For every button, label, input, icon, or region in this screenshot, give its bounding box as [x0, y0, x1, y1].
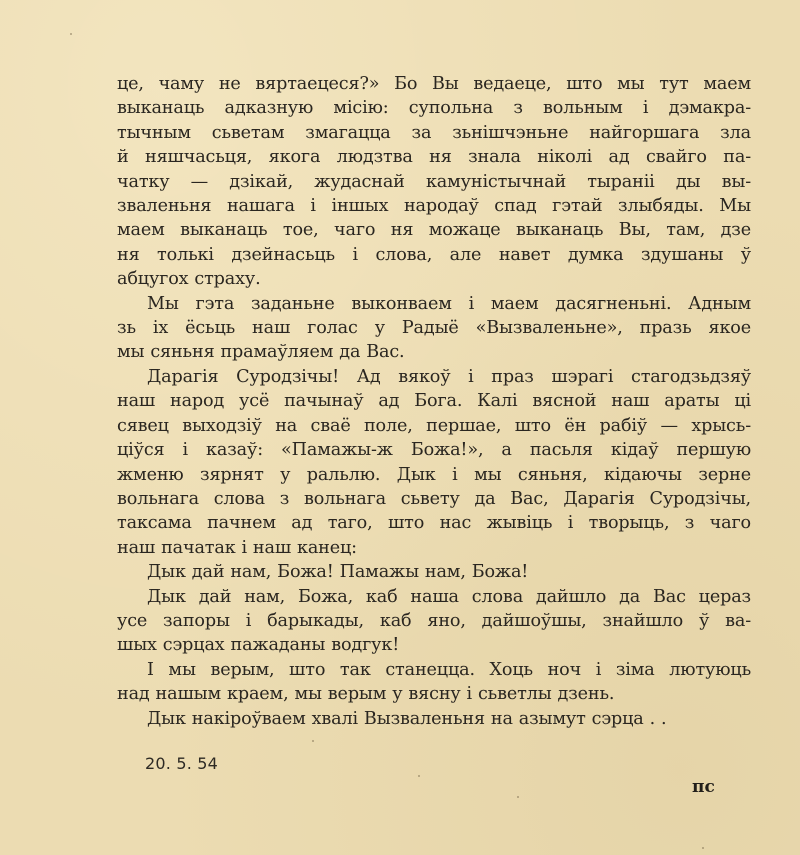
text-line: абцугох страху. [117, 269, 261, 290]
paper-speck [418, 775, 420, 777]
text-line: зваленьня нашага і іншых народаў спад гэтай злыбяды. Мы [117, 196, 751, 217]
text-line: ціўся і казаў: «Памажы-ж Божа!», а пасьля кідаў першую [117, 440, 751, 461]
paragraph [117, 658, 751, 707]
text-line: Дык дай нам, Божа, каб наша слова дайшло да Вас цераз [147, 586, 751, 607]
text-line: Дык накіроўваем хвалі Вызваленьня на азымут сэрца . . [147, 708, 667, 729]
text-line: наш народ усё пачынаў ад Бога. Калі вясной наш араты ці [117, 391, 751, 412]
text-line: зь іх ёсьць наш голас у Радыё «Вызваленьне», празь якое [117, 318, 751, 339]
text-line: Дык дай нам, Божа! Памажы нам, Божа! [147, 562, 529, 583]
paper-speck [70, 33, 72, 35]
text-line: сявец выходзіў на сваё поле, першае, што ён рабіў — хрысь- [117, 415, 751, 436]
text-line: це, чаму не вяртаецеся?» Бо Вы ведаеце, што мы тут маем [117, 74, 751, 94]
text-line: тычным сьветам змагацца за зьнішчэньне найгоршага зла [117, 122, 751, 143]
text-line: усе запоры і барыкады, каб яно, дайшоўшы, знайшло ў ва- [117, 610, 751, 631]
author-initials: пс [692, 777, 715, 797]
text-line: жменю зярнят у ральлю. Дык і мы сяньня, кідаючы зерне [117, 464, 751, 485]
text-line: Дарагія Суродзічы! Ад вякоў і праз шэрагі стагодзьдзяў [147, 366, 751, 387]
paper-speck [312, 740, 314, 742]
text-line: выканаць адказную місію: супольна з вольным і дэмакра- [117, 98, 751, 119]
paragraph [117, 292, 751, 365]
text-line: таксама пачнем ад таго, што нас жывіць і творыць, з чаго [117, 513, 751, 534]
document-body [117, 72, 751, 731]
text-line: маем выканаць тое, чаго ня можаце выканаць Вы, там, дзе [117, 220, 751, 241]
text-line: над нашым краем, мы верым у вясну і сьветлы дзень. [117, 684, 615, 705]
paragraph [117, 585, 751, 658]
paragraph [117, 365, 751, 560]
text-line: чатку — дзікай, жудаснай камуністычнай тыраніі ды вы- [117, 171, 751, 192]
text-line: вольнага слова з вольнага сьвету да Вас, Дарагія Суродзічы, [117, 488, 751, 509]
document-date: 20. 5. 54 [145, 754, 219, 773]
paragraph [117, 72, 751, 292]
text-line: ня толькі дзейнасьць і слова, але навет думка здушаны ў [117, 244, 751, 265]
paragraph [117, 707, 751, 731]
text-line: І мы верым, што так станецца. Хоць ноч і зіма лютуюць [147, 659, 751, 680]
paper-speck [702, 847, 704, 849]
paragraph [117, 560, 751, 584]
paper-speck [517, 796, 519, 798]
text-line: наш пачатак і наш канец: [117, 537, 357, 558]
text-line: мы сяньня прамаўляем да Вас. [117, 342, 405, 363]
text-line: шых сэрцах пажаданы водгук! [117, 635, 400, 656]
text-line: й няшчасьця, якога людзтва ня знала ніколі ад свайго па- [117, 147, 751, 168]
text-line: Мы гэта заданьне выконваем і маем дасягненьні. Адным [147, 293, 751, 314]
